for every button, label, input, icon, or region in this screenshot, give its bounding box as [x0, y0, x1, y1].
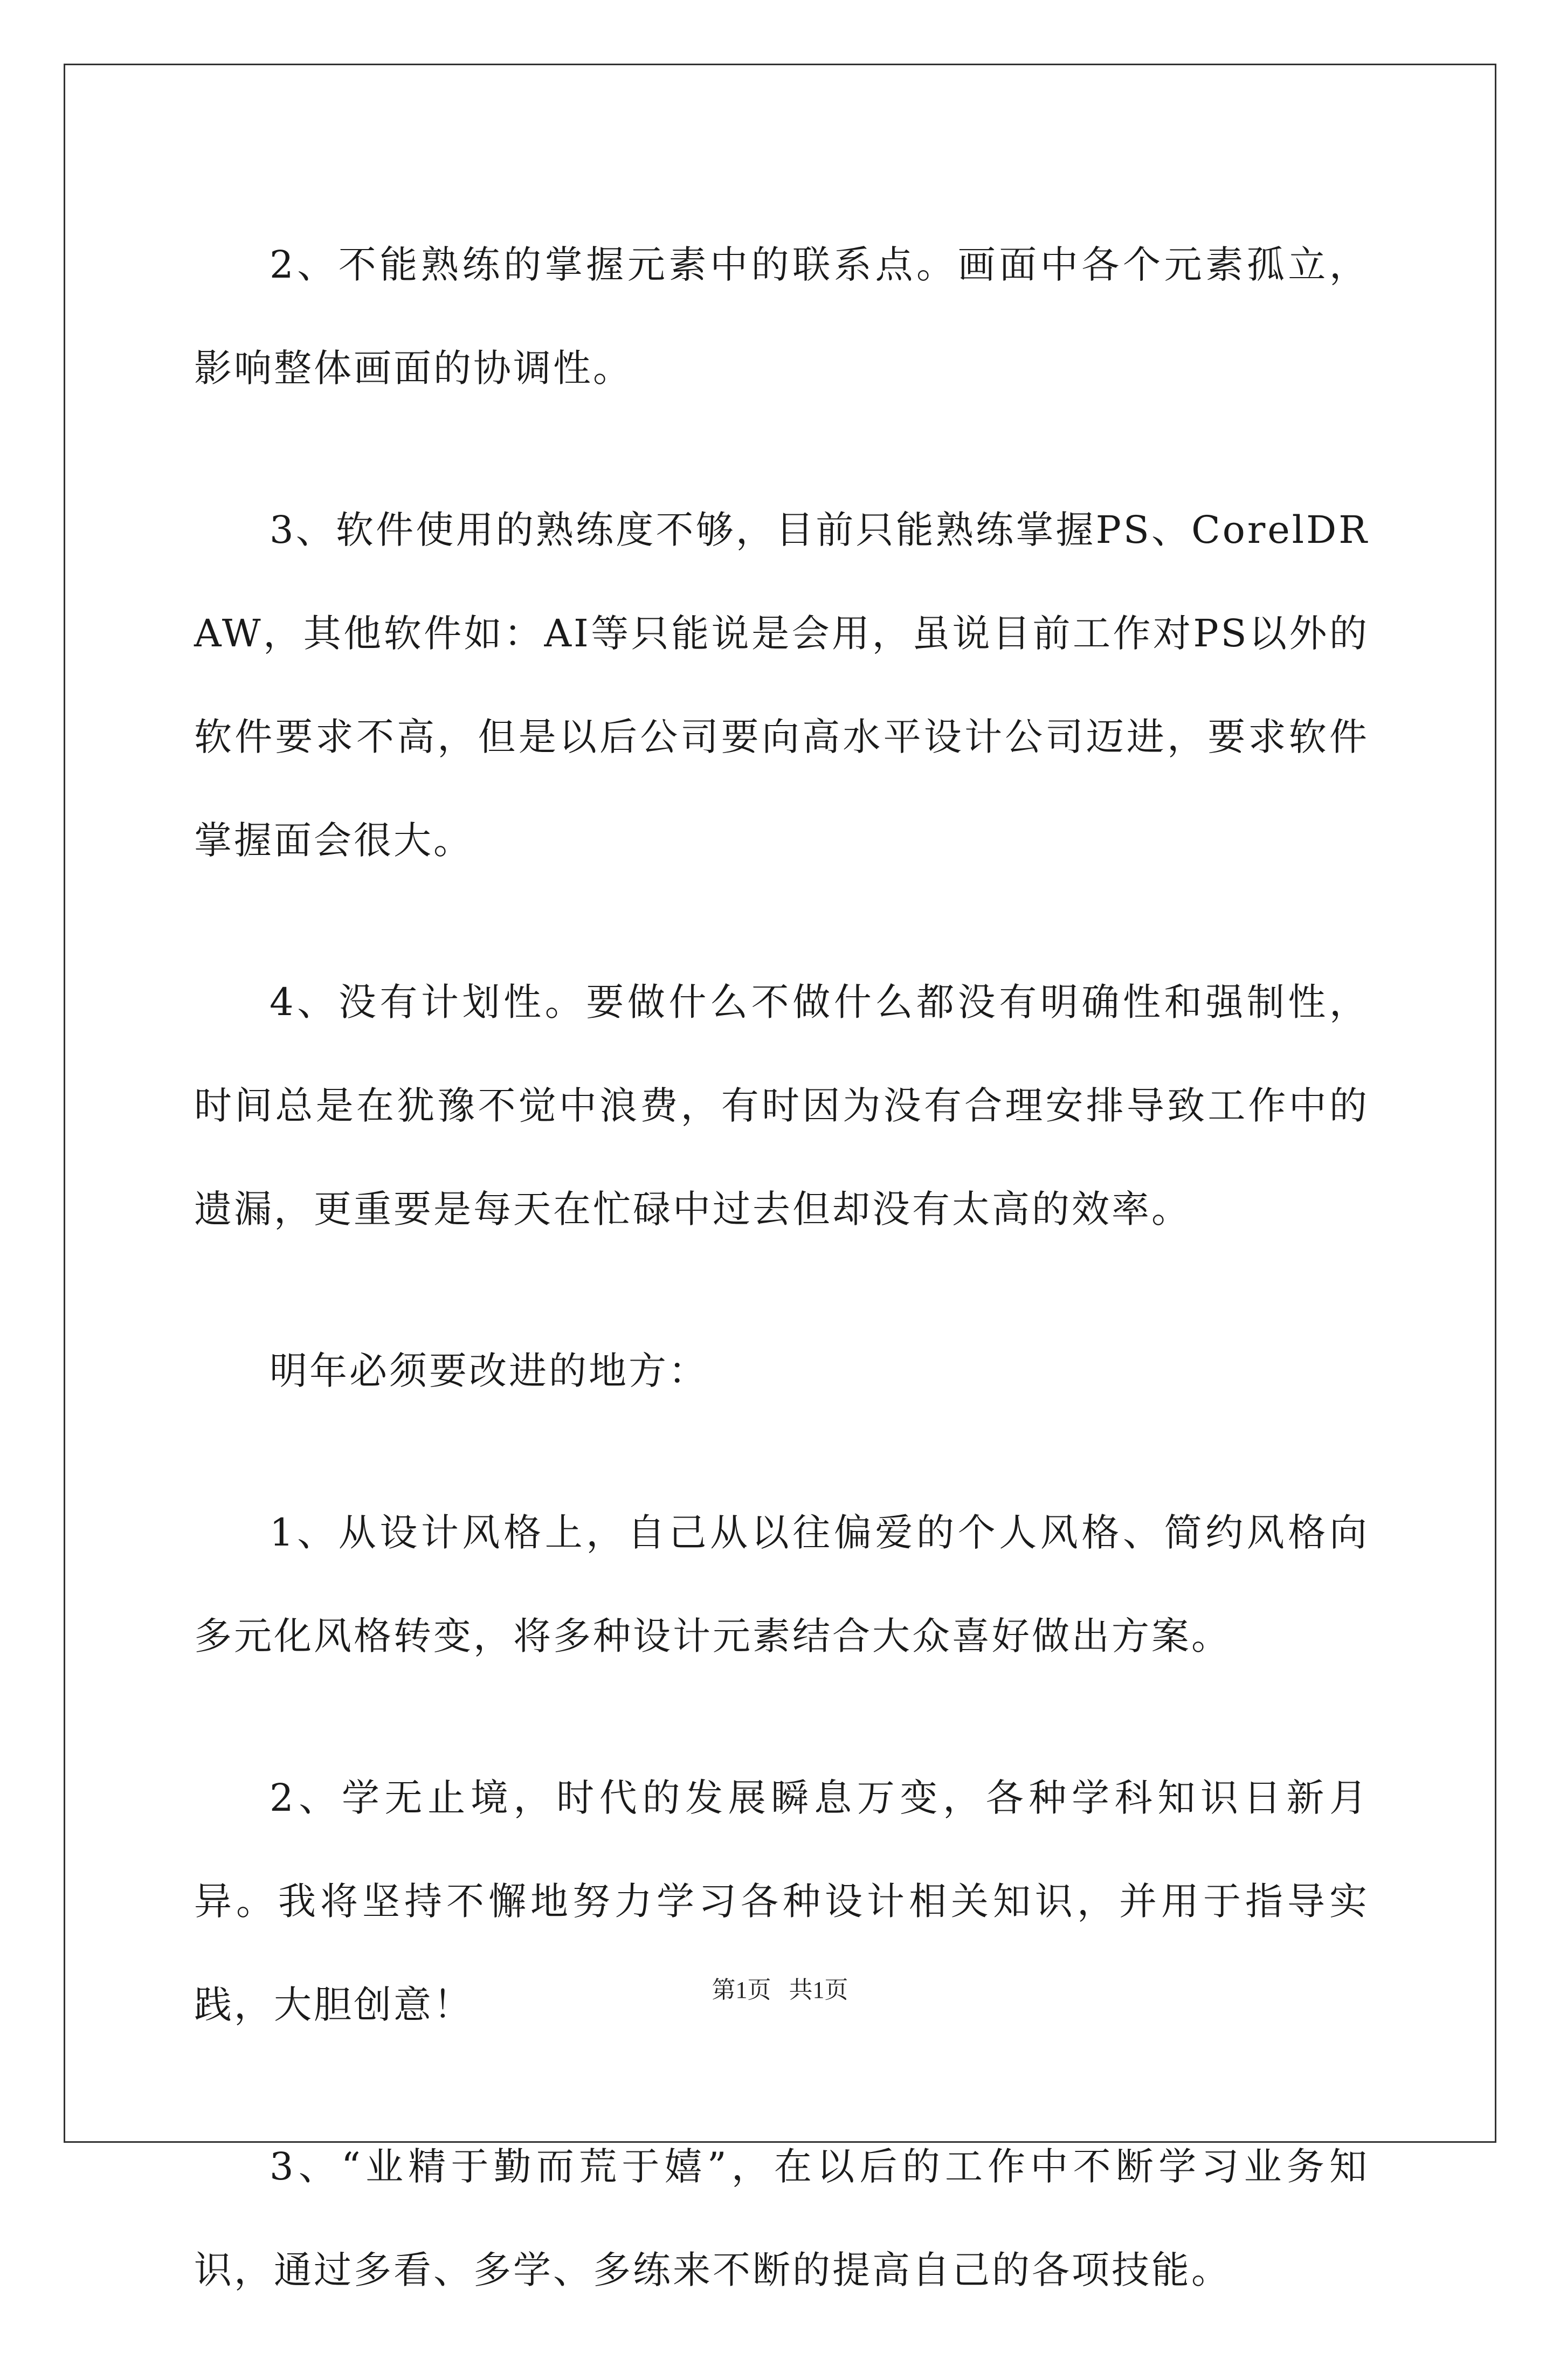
- paragraph: 1、从设计风格上，自己从以往偏爱的个人风格、简约风格向多元化风格转变，将多种设计元素结合大众喜好做出方案。: [194, 1510, 1369, 1658]
- document-body: [194, 213, 1369, 2380]
- paragraph: 2、学无止境，时代的发展瞬息万变，各种学科知识日新月异。我将坚持不懈地努力学习各种设计相关知识，并用于指导实践，大胆创意！: [194, 1776, 1369, 2027]
- paragraph: 2、不能熟练的掌握元素中的联系点。画面中各个元素孤立，影响整体画面的协调性。: [194, 243, 1369, 390]
- paragraph: 3、“业精于勤而荒于嬉”，在以后的工作中不断学习业务知识，通过多看、多学、多练来不断的提高自己的各项技能。: [194, 2144, 1369, 2292]
- paragraph: 4、没有计划性。要做什么不做什么都没有明确性和强制性，时间总是在犹豫不觉中浪费，有时因为没有合理安排导致工作中的遗漏，更重要是每天在忙碌中过去但却没有太高的效率。: [194, 980, 1369, 1231]
- paragraph: 3、软件使用的熟练度不够，目前只能熟练掌握PS、CorelDRAW，其他软件如：AI等只能说是会用，虽说目前工作对PS以外的软件要求不高，但是以后公司要向高水平设计公司迈进，要求软件掌握面会很大。: [194, 508, 1369, 863]
- paragraph: 明年必须要改进的地方：: [270, 1349, 708, 1393]
- page-number-footer: 第1页 共1页: [712, 1977, 848, 2003]
